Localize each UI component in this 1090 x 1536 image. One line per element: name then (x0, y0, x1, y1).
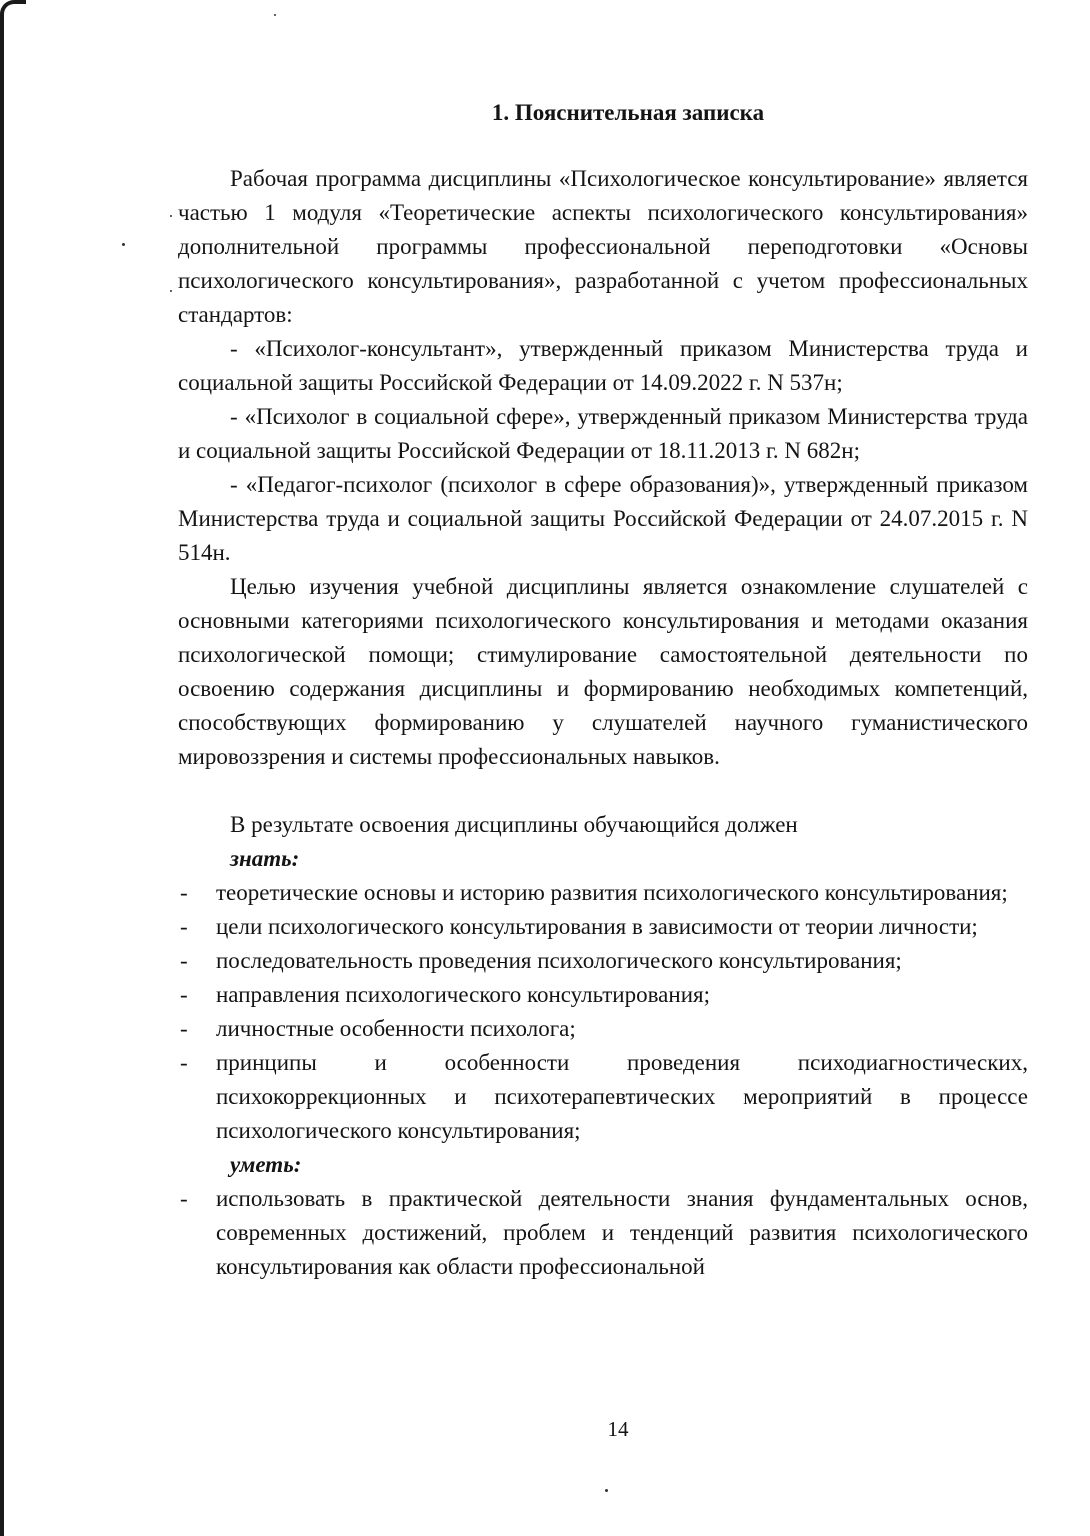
scan-speck (274, 14, 276, 16)
list-item (178, 1012, 1028, 1046)
list-item (178, 944, 1028, 978)
intro-paragraph: Рабочая программа дисциплины «Психологическое консультирование» является частью 1 модуля «Теоретические аспекты психологического консультирования» дополнительной программы профессиональной переподготовки «Основы психологического консультирования», разработанной с учетом профессиональных стандартов: (178, 166, 1028, 327)
list-item-text: использовать в практической деятельности знания фундаментальных основ, современных достижений, проблем и тенденций развития психологического консультирования как области профессиональной (216, 1186, 1028, 1279)
scan-speck (170, 215, 172, 217)
list-item-text: теоретические основы и историю развития психологического консультирования; (216, 880, 1008, 905)
document-body (178, 162, 1028, 1284)
know-heading: знать: (230, 846, 300, 871)
standard-item: - «Психолог в социальной сфере», утвержденный приказом Министерства труда и социальной защиты Российской Федерации от 18.11.2013 г. N 682н; (178, 404, 1028, 463)
goal-paragraph: Целью изучения учебной дисциплины является ознакомление слушателей с основными категориями психологического консультирования и методами оказания психологической помощи; стимулирование самостоятельной деятельности по освоению содержания дисциплины и формированию необходимых компетенций, способствующих формированию у слушателей научного гуманистического мировоззрения и системы профессиональных навыков. (178, 574, 1028, 769)
scan-frame-edge (0, 0, 26, 1536)
able-heading: уметь: (230, 1152, 302, 1177)
list-dash: - (180, 1016, 188, 1041)
scan-speck (122, 243, 125, 246)
list-item (178, 978, 1028, 1012)
list-dash: - (180, 1050, 188, 1075)
list-item-text: личностные особенности психолога; (216, 1016, 576, 1041)
scan-speck (605, 1489, 608, 1492)
list-dash: - (180, 982, 188, 1007)
list-dash: - (180, 948, 188, 973)
list-item-text: цели психологического консультирования в зависимости от теории личности; (216, 914, 978, 939)
paragraph-gap (178, 774, 1028, 808)
scan-speck (170, 290, 172, 292)
page-number: 14 (607, 1417, 629, 1441)
list-item (178, 1046, 1028, 1148)
list-item (178, 1182, 1028, 1284)
standard-item: - «Педагог-психолог (психолог в сфере образования)», утвержденный приказом Министерства труда и социальной защиты Российской Федерации от 24.07.2015 г. N 514н. (178, 472, 1028, 565)
results-intro: В результате освоения дисциплины обучающийся должен (230, 812, 798, 837)
list-dash: - (180, 880, 188, 905)
standard-item: - «Психолог-консультант», утвержденный приказом Министерства труда и социальной защиты Российской Федерации от 14.09.2022 г. N 537н; (178, 336, 1028, 395)
list-dash: - (180, 914, 188, 939)
know-list (178, 876, 1028, 1148)
list-dash: - (180, 1186, 188, 1211)
list-item-text: принципы и особенности проведения психодиагностических, психокоррекционных и психотерапевтических мероприятий в процессе психологического консультирования; (216, 1050, 1028, 1143)
list-item (178, 910, 1028, 944)
list-item (178, 876, 1028, 910)
able-list (178, 1182, 1028, 1284)
list-item-text: направления психологического консультирования; (216, 982, 710, 1007)
document-title: 1. Пояснительная записка (491, 100, 765, 125)
list-item-text: последовательность проведения психологического консультирования; (216, 948, 902, 973)
